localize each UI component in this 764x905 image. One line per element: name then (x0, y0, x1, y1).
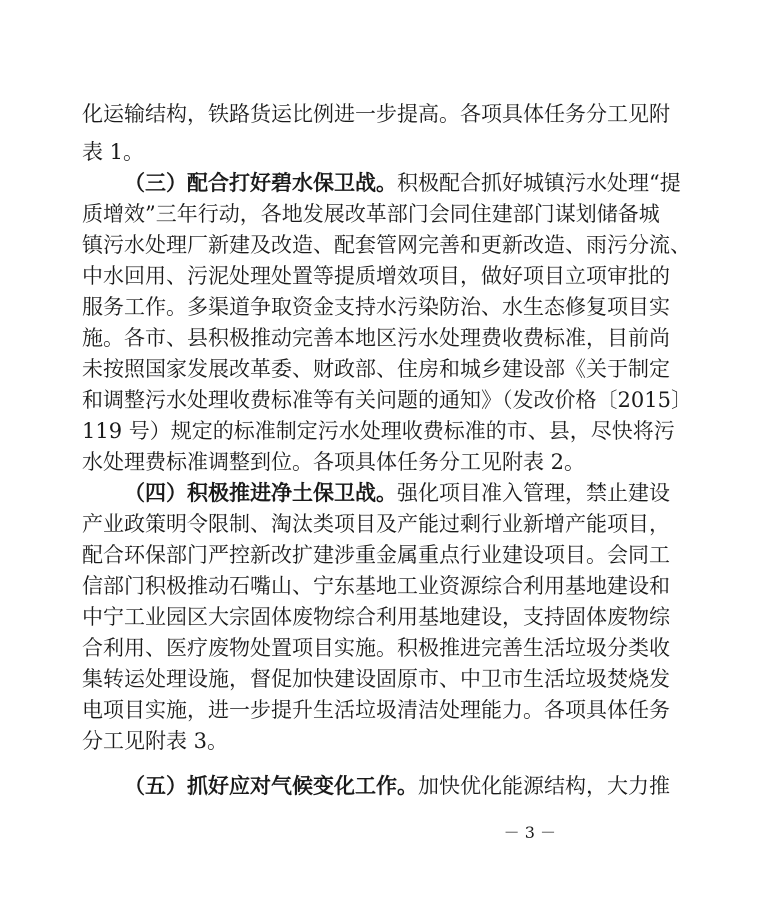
page-number: － 3 － (503, 823, 556, 842)
text-line: 水处理费标准调整到位。各项具体任务分工见附表 2。 (82, 450, 586, 474)
section-heading-5: （五）抓好应对气候变化工作。 (124, 774, 418, 798)
text-line: 119 号）规定的标准制定污水处理收费标准的市、县，尽快将污 (82, 419, 675, 443)
paragraph-4-first-line (0, 478, 764, 508)
text-line: 中水回用、污泥处理处置等提质增效项目，做好项目立项审批的 (82, 264, 670, 288)
text-line: 镇污水处理厂新建及改造、配套管网完善和更新改造、雨污分流、 (82, 233, 691, 257)
paragraph-3-first-line (0, 168, 764, 198)
text-line: 和调整污水处理收费标准等有关问题的通知》（发改价格〔2015〕 (82, 388, 692, 412)
text-line: 化运输结构，铁路货运比例进一步提高。各项具体任务分工见附 (82, 102, 670, 126)
text-line: 产业政策明令限制、淘汰类项目及产能过剩行业新增产能项目， (82, 512, 670, 536)
text-line: 集转运处理设施，督促加快建设固原市、中卫市生活垃圾焚烧发 (82, 667, 670, 691)
text-line: 未按照国家发展改革委、财政部、住房和城乡建设部《关于制定 (82, 357, 670, 381)
text-line: 合利用、医疗废物处置项目实施。积极推进完善生活垃圾分类收 (82, 636, 670, 660)
text-line: 施。各市、县积极推动完善本地区污水处理费收费标准，目前尚 (82, 326, 670, 350)
text-line: 配合环保部门严控新改扩建涉重金属重点行业建设项目。会同工 (82, 543, 670, 567)
section-heading-4: （四）积极推进净土保卫战。 (124, 481, 397, 505)
text-line: 中宁工业园区大宗固体废物综合利用基地建设，支持固体废物综 (82, 605, 670, 629)
text-line: 分工见附表 3。 (82, 729, 229, 753)
text-line: 信部门积极推动石嘴山、宁东基地工业资源综合利用基地建设和 (82, 574, 670, 598)
text-line: 强化项目准入管理，禁止建设 (397, 481, 670, 505)
text-line: 服务工作。多渠道争取资金支持水污染防治、水生态修复项目实 (82, 295, 670, 319)
text-line: 加快优化能源结构，大力推 (418, 774, 670, 798)
section-heading-3: （三）配合打好碧水保卫战。 (124, 171, 397, 195)
text-line: 积极配合抓好城镇污水处理“提 (397, 171, 681, 195)
paragraph-5-first-line (0, 771, 764, 801)
text-line: 电项目实施，进一步提升生活垃圾清洁处理能力。各项具体任务 (82, 698, 670, 722)
text-line: 表 1。 (82, 140, 145, 164)
text-line: 质增效”三年行动，各地发展改革部门会同住建部门谋划储备城 (82, 202, 660, 226)
